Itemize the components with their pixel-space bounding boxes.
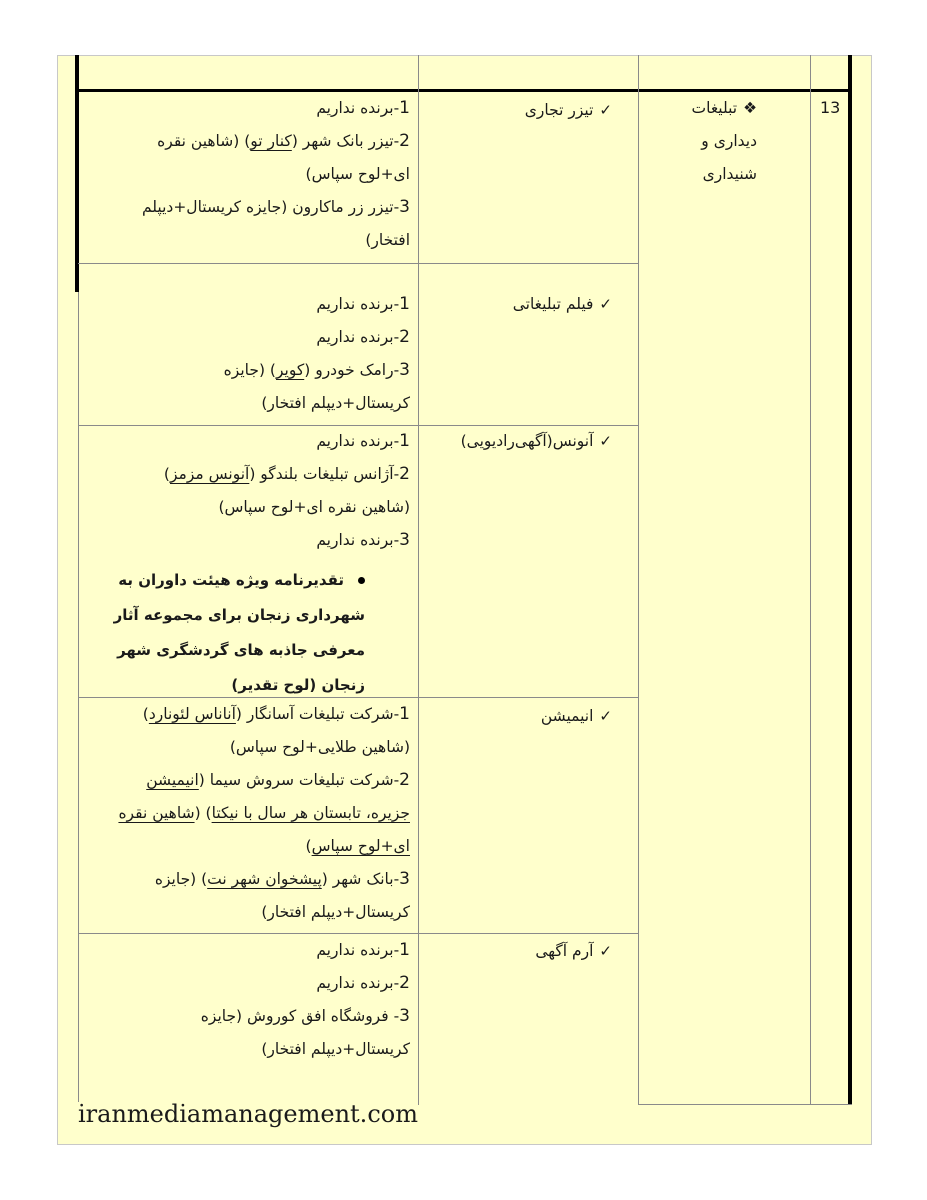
result-line: افتخار) xyxy=(365,231,410,249)
result-line: 3-تیزر زر ماکارون (جایزه کریستال+دیپلم xyxy=(141,197,410,217)
category-radio-ad xyxy=(461,425,612,458)
col-divider-3 xyxy=(810,55,811,1105)
check-icon: ✓ xyxy=(599,432,612,450)
result-line: 1-برنده نداریم xyxy=(316,940,410,960)
category-ad-film xyxy=(513,288,612,321)
results-teaser xyxy=(142,92,410,257)
check-icon: ✓ xyxy=(599,707,612,725)
result-line: کریستال+دیپلم افتخار) xyxy=(261,903,410,921)
section-title xyxy=(692,92,758,191)
table-right-border xyxy=(848,55,852,1105)
result-line: کریستال+دیپلم افتخار) xyxy=(261,394,410,412)
result-line: 3-رامک خودرو (کویر) (جایزه xyxy=(223,360,410,380)
col-divider-1 xyxy=(418,55,419,1105)
result-line: 1-برنده نداریم xyxy=(316,431,410,451)
results-ad-film xyxy=(224,288,410,420)
section-title-line-3: شنیداری xyxy=(702,165,757,183)
check-icon: ✓ xyxy=(599,101,612,119)
result-line: 2-برنده نداریم xyxy=(316,973,410,993)
special-award-line-2: شهرداری زنجان برای مجموعه آثار xyxy=(113,606,365,624)
result-line: 3- فروشگاه افق کوروش (جایزه xyxy=(200,1006,410,1026)
result-line: 3-برنده نداریم xyxy=(316,530,410,550)
result-line: ای+لوح سپاس) xyxy=(305,165,410,183)
special-award-line-4: زنجان (لوح تقدیر) xyxy=(231,676,365,694)
category-label: انیمیشن xyxy=(540,707,594,725)
result-line: کریستال+دیپلم افتخار) xyxy=(261,1040,410,1058)
special-award xyxy=(114,563,365,703)
category-label: فیلم تبلیغاتی xyxy=(512,295,594,313)
row-divider-1 xyxy=(78,263,639,264)
result-line: 2-برنده نداریم xyxy=(316,327,410,347)
row-number: 13 xyxy=(820,98,841,117)
category-animation xyxy=(541,700,612,733)
results-logo-ad xyxy=(201,934,410,1066)
check-icon: ✓ xyxy=(599,942,612,960)
category-logo-ad xyxy=(535,935,612,968)
section-title-line-2: دیداری و xyxy=(701,132,757,150)
results-radio-ad xyxy=(164,425,410,557)
result-line: 1-برنده نداریم xyxy=(316,294,410,314)
category-label: آنونس(آگهی‌رادیویی) xyxy=(460,432,594,450)
result-line: ای+لوح سپاس) xyxy=(305,837,410,855)
category-label: تیزر تجاری xyxy=(524,101,594,119)
col-divider-2 xyxy=(638,55,639,1105)
special-award-line-3: معرفی جاذبه های گردشگری شهر xyxy=(117,641,365,659)
result-line: 1-شرکت تبلیغات آسانگار (آناناس لئونارد) xyxy=(142,704,410,724)
result-line: 2-شرکت تبلیغات سروش سیما (انیمیشن xyxy=(146,770,410,790)
result-line: جزیره، تابستان هر سال با نیکتا) (شاهین نقره xyxy=(118,804,410,822)
bullet-icon xyxy=(358,577,365,584)
result-line: 3-بانک شهر (پیشخوان شهر نت) (جایزه xyxy=(154,869,410,889)
section-title-line-1: تبلیغات xyxy=(691,99,738,117)
result-line: (شاهین نقره ای+لوح سپاس) xyxy=(218,498,410,516)
result-line: (شاهین طلایی+لوح سپاس) xyxy=(229,738,410,756)
footer-website: iranmediamanagement.com xyxy=(78,1100,418,1128)
category-teaser xyxy=(525,94,612,127)
diamond-bullet-icon: ❖ xyxy=(743,99,757,117)
result-line: 2-تیزر بانک شهر (کنار تو) (شاهین نقره xyxy=(157,131,410,151)
special-award-line-1: تقدیرنامه ویژه هیئت داوران به xyxy=(114,563,365,598)
category-label: آرم آگهی xyxy=(535,942,594,960)
result-line: 2-آژانس تبلیغات بلندگو (آنونس مزمز) xyxy=(163,464,410,484)
results-animation xyxy=(118,698,410,929)
table-bottom-line xyxy=(638,1104,852,1105)
check-icon: ✓ xyxy=(599,295,612,313)
result-line: 1-برنده نداریم xyxy=(316,98,410,118)
